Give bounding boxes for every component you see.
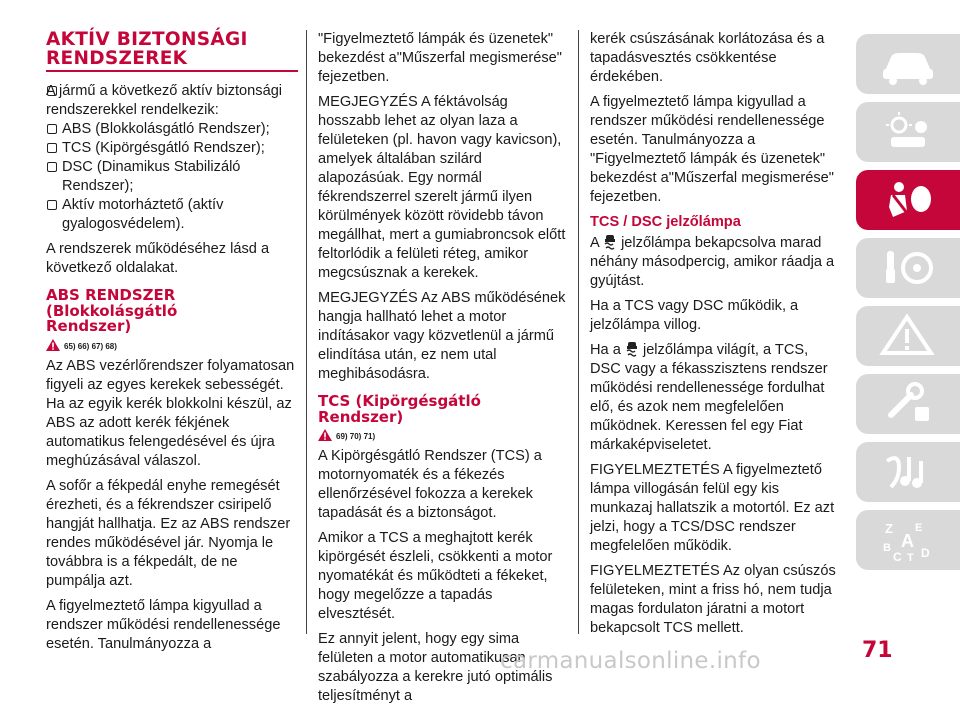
index-letter: Z (885, 521, 893, 536)
tab-starting-driving[interactable] (856, 238, 960, 298)
chapter-title: AKTÍV BIZTONSÁGI RENDSZEREK (46, 29, 248, 69)
index-letter: A (901, 531, 914, 551)
column-divider (306, 30, 307, 634)
abs-heading: ABS RENDSZER (Blokkolásgátló Rendszer) (46, 286, 178, 335)
tab-car[interactable] (856, 34, 960, 94)
index-letters-icon (877, 517, 939, 563)
col2-paragraph-5: Amikor a TCS a meghajtott kerék kipörgését észleli, csökkenti a motor nyomatékát és működteti a fékeket, hogy megelőzze a tapadás elvesztését. (318, 530, 553, 622)
title-underline (46, 70, 298, 72)
abs-paragraph-2: A sofőr a fékpedál enyhe remegését érezheti, és a fékrendszer csiripelő hangját hallhatja. Ez az ABS rendszer rendes működésével jár. Nyomja le továbbra is a fékpedált, de ne pumpálja azt. (46, 477, 291, 589)
col3-paragraph-1: kerék csúszásának korlátozása és a tapadásvesztés csökkentése érdekében. (590, 31, 825, 85)
col3-paragraph-3: A jelzőlámpa bekapcsolva marad néhány másodpercig, amikor ráadja a gyújtást. (590, 235, 835, 289)
col2-paragraph-2: MEGJEGYZÉS A féktávolság hosszabb lehet az olyan laza a felületeken (pl. havon vagy kavicson), amelyek általában szilárd alapozásúak. Egy normál fékrendszerrel szerelt jármű ilyen körülmények között rövidebb távon megállhat, mert a gumiabroncsok előtt feltorlódik a felületi réteg, amikor megcsúsznak a kerekek. (318, 94, 566, 281)
key-steering-wheel-icon (877, 245, 939, 291)
tcs-dsc-indicator-heading: TCS / DSC jelzőlámpa (590, 214, 741, 230)
tab-safety[interactable] (856, 170, 960, 230)
abs-refs-text: 65) 66) 67) 68) (64, 341, 117, 351)
chapter-tabs (856, 34, 960, 578)
bullet-item: Aktív motorháztető (aktív gyalogosvédelem). (46, 196, 298, 234)
warning-lights-icon (877, 109, 939, 155)
skidding-car-indicator-icon (603, 234, 617, 250)
col3-paragraph-2: A figyelmeztető lámpa kigyullad a rendszer működési rendellenessége esetén. Tanulmányozza a "Figyelmeztető lámpák és üzenetek" bekezdést a"Műszerfal megismerése" fejezetben. (590, 94, 834, 205)
index-letter: D (921, 546, 930, 560)
col3-paragraph-7: FIGYELMEZTETÉS Az olyan csúszós felületeken, mint a friss hó, nem tudja magas fordulaton járatni a motort bekapcsolt TCS mellett. (590, 563, 836, 636)
col2-paragraph-3: MEGJEGYZÉS Az ABS működésének hangja hallható lehet a motor indításakor vagy közvetlenül a jármű elindítása után, ez nem utal meghibásodásra. (318, 290, 566, 382)
col3-paragraph-6: FIGYELMEZTETÉS A figyelmeztető lámpa villogásán felül egy kis munkazaj hallatszik a motortól. Ez azt jelzi, hogy a TCS/DSC rendszer megfelelően működik. (590, 462, 835, 554)
breakdown-triangle-icon (877, 313, 939, 359)
tab-warning-lights[interactable] (856, 102, 960, 162)
intro-paragraph: A jármű a következő aktív biztonsági rendszerekkel rendelkezik: (46, 82, 298, 120)
col2-paragraph-1: "Figyelmeztető lámpák és üzenetek" bekezdést a"Műszerfal megismerése" fejezetben. (318, 31, 562, 85)
airbag-seatbelt-icon (877, 177, 939, 223)
warning-triangle-icon (318, 429, 332, 441)
tcs-refs-text: 69) 70) 71) (336, 432, 376, 441)
skidding-car-indicator-icon (625, 341, 639, 357)
abs-paragraph-1: Az ABS vezérlőrendszer folyamatosan figyeli az egyes kerekek sebességét. Ha az egyik kerék blokkolni készül, az ABS az adott kerék fékjének automatikus felengedésével és újra meghúzásával válaszol. (46, 357, 295, 469)
col2-paragraph-6: Ez annyit jelent, hogy egy sima felületen a motor automatikusan szabályozza a kerekre jutó optimális teljesítményt a (318, 631, 553, 704)
service-wrench-icon (877, 381, 939, 427)
bullet-item: ABS (Blokkolásgátló Rendszer); (46, 120, 298, 139)
column-1 (46, 30, 298, 660)
tcs-heading: TCS (Kipörgésgátló Rendszer) (318, 392, 481, 426)
col3-paragraph-4: Ha a TCS vagy DSC működik, a jelzőlámpa villog. (590, 298, 799, 333)
col3-paragraph-5: Ha a jelzőlámpa világít, a TCS, DSC vagy a fékasszisztens rendszer működési rendellenessége fordulhat elő, és azok nem megfelelően működnek. Keressen fel egy Fiat márkaképviseletet. (590, 342, 828, 453)
bullet-item: DSC (Dinamikus Stabilizáló Rendszer); (46, 158, 298, 196)
tab-multimedia[interactable] (856, 442, 960, 502)
abs-paragraph-3: A figyelmeztető lámpa kigyullad a rendszer működési rendellenessége esetén. Tanulmányozza a (46, 597, 281, 652)
car-icon (877, 41, 939, 87)
see-next-paragraph: A rendszerek működéséhez lásd a következő oldalakat. (46, 241, 270, 276)
tcs-warning-refs (318, 429, 570, 441)
tab-emergency[interactable] (856, 306, 960, 366)
index-letter: T (907, 552, 914, 563)
abs-warning-refs (46, 339, 298, 351)
warning-triangle-icon (46, 339, 60, 351)
index-letter: B (883, 542, 891, 554)
column-2 (318, 30, 570, 712)
page-number: 71 (862, 638, 893, 663)
column-divider (578, 30, 579, 634)
multimedia-icon (877, 449, 939, 495)
index-letter: E (915, 522, 923, 534)
tab-index[interactable] (856, 510, 960, 570)
column-3 (590, 30, 842, 644)
index-letter: C (893, 550, 902, 563)
watermark: carmanualsonline.info (500, 648, 761, 674)
tab-maintenance[interactable] (856, 374, 960, 434)
bullet-item: TCS (Kipörgésgátló Rendszer); (46, 139, 298, 158)
col2-paragraph-4: A Kipörgésgátló Rendszer (TCS) a motornyomaték és a fékezés ellenőrzésével fokozza a kerekek tapadását és a biztonságot. (318, 448, 542, 521)
